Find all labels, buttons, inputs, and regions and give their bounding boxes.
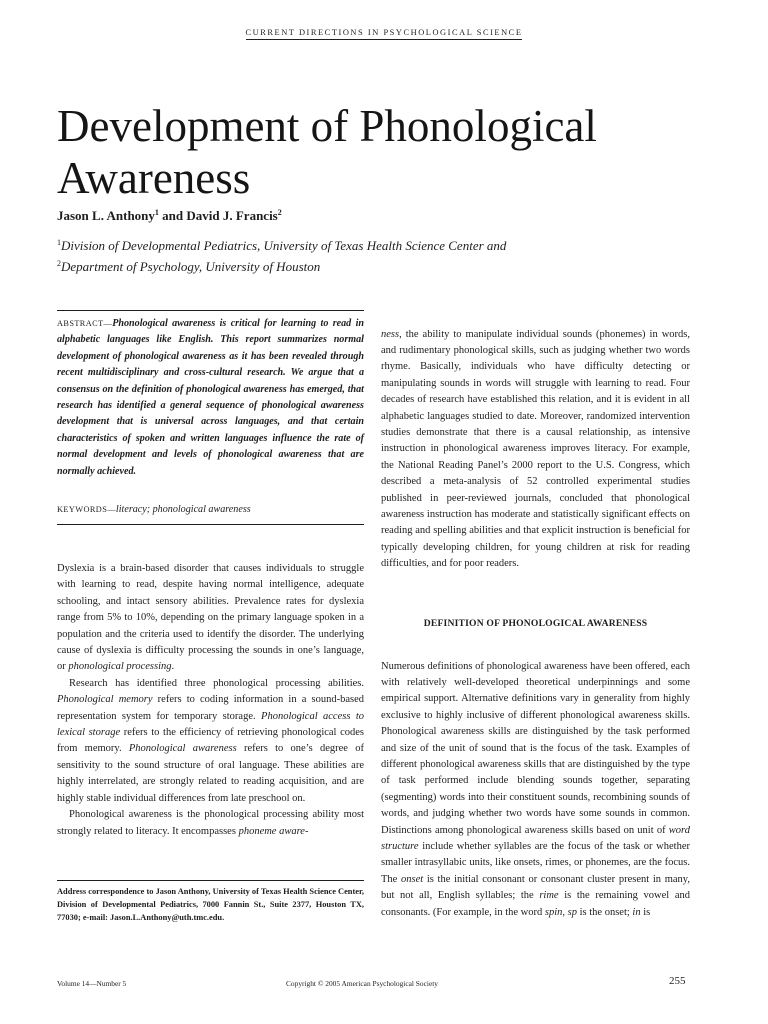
keywords-text: literacy; phonological awareness xyxy=(115,504,251,515)
emphasis: sp xyxy=(567,906,577,918)
emphasis: Phonological awareness xyxy=(128,743,237,755)
emphasis: onset xyxy=(401,873,424,885)
text-run: . xyxy=(171,661,175,673)
footnote-rule xyxy=(57,880,364,881)
text-run: include whether syllables are the focus of the task or whether smaller intrasyllabic units, like onsets, rimes, or phonemes, are the focus. The xyxy=(381,840,690,885)
footer-copyright: Copyright © 2005 American Psychological Society xyxy=(286,979,438,988)
affiliation-2 xyxy=(57,259,320,275)
abstract-bottom-rule xyxy=(57,524,364,525)
affiliation-1-mark: 1 xyxy=(57,238,61,247)
affiliation-2-mark: 2 xyxy=(57,259,61,268)
abstract-label: ABSTRACT— xyxy=(57,319,113,328)
abstract-top-rule xyxy=(57,310,364,311)
text-run: Phonological awareness is the phonological processing ability most strongly related to literacy. It encompasses xyxy=(57,809,364,837)
paragraph xyxy=(381,659,690,922)
emphasis: in xyxy=(632,906,641,918)
emphasis: Phonological access to lexical storage xyxy=(57,710,364,739)
article-title: Development of Phonological Awareness xyxy=(57,101,597,203)
emphasis: word structure xyxy=(381,824,690,852)
affiliation-2-text: Department of Psychology, University of Houston xyxy=(61,259,321,274)
section-heading: DEFINITION OF PHONOLOGICAL AWARENESS xyxy=(423,618,648,629)
text-run: , the ability to manipulate individual sounds (phonemes) in words, and rudimentary phonological skills, such as judging whether two words rhyme. Basically, individuals who have difficulty detecting or manipulating sounds in words will struggle with learning to read. Four decades of research have established this relation, and it is evident in all alphabetic languages studied to date. Moreover, randomized intervention studies demonstrate that there is a causal relationship, as intensive instruction in phonological awareness improves literacy. For example, the National Reading Panel’s 2000 report to the U.S. Congress, which described a meta-analysis of 52 controlled experimental studies published in peer-reviewed journals, concluded that phonological awareness instruction has moderate and statistically significant effects on reading and spelling abilities and that explicit instruction is beneficial for typically developing children, for young children at risk for reading difficulties, and for poor readers. xyxy=(381,328,690,570)
author-2-affiliation-mark: 2 xyxy=(277,208,282,217)
text-run: Dyslexia is a brain-based disorder that causes individuals to struggle with learning to read, despite having normal intelligence, adequate schooling, and intact sensory abilities. Prevalence rates for dyslexia range from 5% to 10%, depending on the primary language spoken in a population and the criteria used to identify the disorder. The underlying cause of dyslexia is difficulty processing the sounds in one’s language, or xyxy=(57,563,364,673)
body-text-right-column xyxy=(381,316,690,583)
paragraph xyxy=(57,807,364,840)
journal-name: CURRENT DIRECTIONS IN PSYCHOLOGICAL SCIENCE xyxy=(246,28,523,40)
body-text-left-column xyxy=(57,561,364,840)
affiliation-1 xyxy=(57,238,506,254)
keywords-label: KEYWORDS— xyxy=(57,505,116,514)
paragraph xyxy=(57,561,364,676)
emphasis: ness xyxy=(381,328,400,340)
correspondence-footnote: Address correspondence to Jason Anthony, University of Texas Health Science Center, Division of Developmental Pediatrics, 7000 Fannin St., Suite 2377, Houston TX, 77030; e-mail: Jason.L.Anthony@uth.tmc.edu. xyxy=(57,887,364,923)
author-conjunction: and xyxy=(158,208,187,223)
author-1-affiliation-mark: 1 xyxy=(154,208,159,217)
text-run: , xyxy=(562,906,568,918)
text-run: is the remaining vowel and consonants. (For example, in the word xyxy=(381,890,690,918)
text-run: refers to the efficiency of retrieving phonological codes from memory. xyxy=(57,727,365,755)
text-run: refers to one’s degree of sensitivity to the sound structure of oral language. These abilities are highly interrelated, are strongly related to reading acquisition, and are highly stable individual differences from late preschool on. xyxy=(57,743,364,804)
emphasis: phoneme aware- xyxy=(238,825,309,837)
emphasis: phonological processing xyxy=(68,661,172,673)
paragraph xyxy=(57,676,364,807)
text-run: refers to coding information in a sound-based representation system for temporary storage. xyxy=(57,694,364,722)
paragraph xyxy=(381,327,690,573)
emphasis: rime xyxy=(539,890,559,902)
emphasis: Phonological memory xyxy=(57,694,153,706)
author-line xyxy=(57,208,282,224)
author-1: Jason L. Anthony xyxy=(57,208,155,223)
text-run: is the onset; xyxy=(577,906,633,918)
emphasis: spin xyxy=(544,906,563,918)
text-run: Numerous definitions of phonological awareness have been offered, each with relatively well-developed theoretical underpinnings and some empirical support. Alternative definitions vary in generality from highly exclusive to highly inclusive of different phonological awareness skills. Phonological awareness skills are distinguished by the task performed and size of the unit of sound that is the focus of the task. Examples of different phonological awareness skills that are distinguished by the type of task performed include blending sounds together, separating (segmenting) words into their constituent sounds, recombining sounds of words, and judging whether two words have some sounds in common. Distinctions among phonological awareness skills based on unit of xyxy=(381,660,690,836)
keywords xyxy=(57,502,364,518)
affiliation-1-text: Division of Developmental Pediatrics, University of Texas Health Science Center and xyxy=(61,238,507,253)
abstract-text: Phonological awareness is critical for learning to read in alphabetic languages like English. This report summarizes normal development of phonological awareness as it has been revealed through recent multidisciplinary and cross-cultural research. We argue that a consensus on the definition of phonological awareness has emerged, that research has identified a general sequence of phonological awareness development that is universal across languages, and that certain characteristics of spoken and written languages influence the rate of normal development and levels of phonological awareness that are normally achieved. xyxy=(57,318,364,477)
abstract xyxy=(57,316,364,480)
journal-header xyxy=(0,22,768,40)
text-run: is xyxy=(640,906,651,918)
body-text-right-column-section xyxy=(381,648,690,932)
text-run: is the initial consonant or consonant cluster present in many, but not all, English syllables; the xyxy=(381,873,690,902)
page-number: 255 xyxy=(669,975,686,987)
text-run: Research has identified three phonological processing abilities. xyxy=(69,677,364,689)
footer-volume: Volume 14—Number 5 xyxy=(57,979,127,988)
author-2: David J. Francis xyxy=(186,208,278,223)
